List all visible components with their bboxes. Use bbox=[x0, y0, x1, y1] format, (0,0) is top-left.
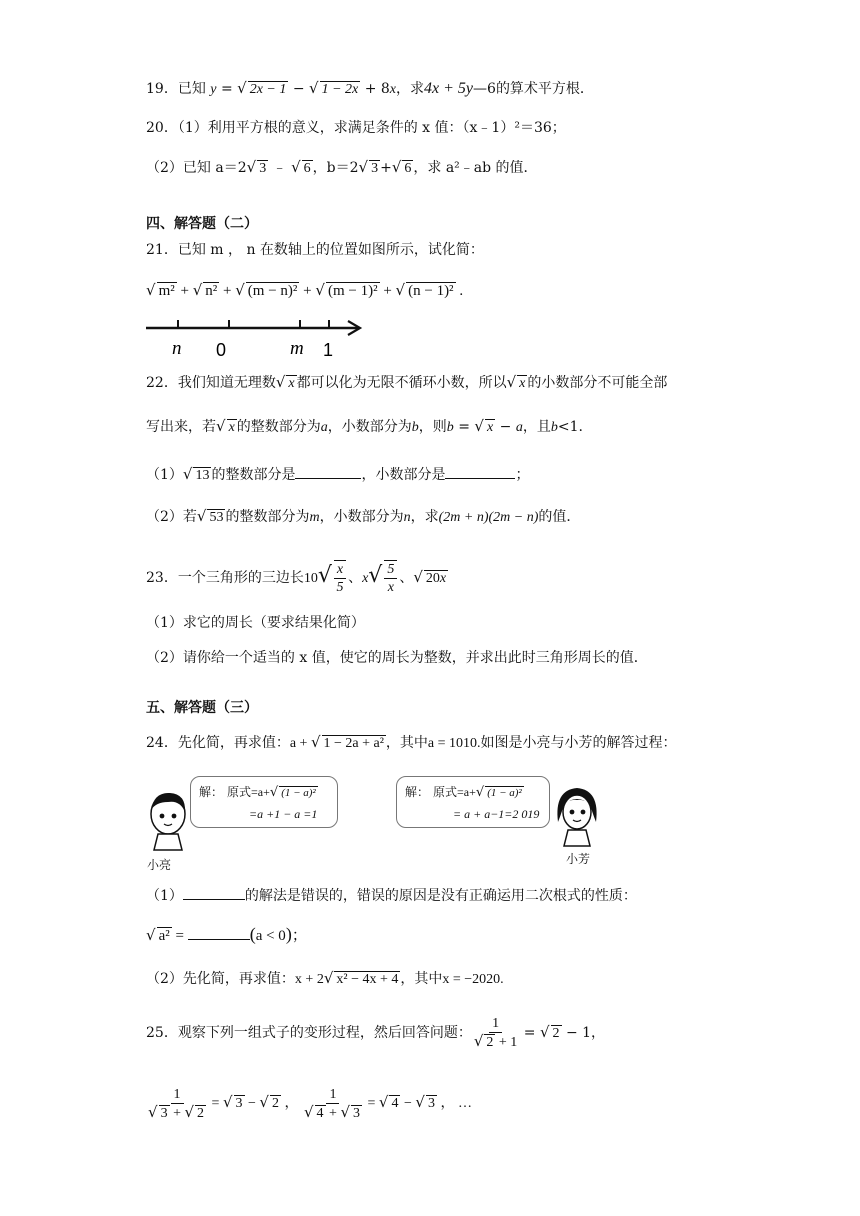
question-21-expression: √ m² + √ n² + √ (m − n)² + √ (m − 1)² + √ (n − 1)² . bbox=[146, 281, 464, 299]
section-heading-4: 四、解答题（二） bbox=[146, 216, 258, 232]
question-23-part1: （1）求它的周长（要求结果化简） bbox=[146, 615, 365, 631]
question-22-part2: （2）若√ 53 的整数部分为m，小数部分为n，求(2m + n)(2m − n)的值． bbox=[146, 507, 581, 525]
question-23: 23．一个三角形的三边长10√ $\frac{x}{5}$ 、x√ $\frac{5}{x}$ 、√ 20x bbox=[146, 562, 447, 595]
question-24-sqrt-property: √ a² = (a < 0)； bbox=[146, 924, 307, 944]
question-22-part1: （1）√ 13 的整数部分是 ，小数部分是 ； bbox=[146, 465, 530, 483]
tick-label-0: 0 bbox=[216, 340, 227, 360]
xiaofang-label: 小芳 bbox=[566, 852, 591, 866]
question-19: 19．已知 y = √ 2x − 1 − √ 1 − 2x + 8x，求4x + 5y—6的算术平方根． bbox=[146, 79, 594, 97]
number-line bbox=[140, 312, 380, 362]
xiaofang-solution-bubble: 解： 原式=a+√ (1 − a)² = a + a−1=2 019 bbox=[396, 776, 550, 828]
xiaoliang-solution-bubble: 解： 原式=a+√ (1 − a)² =a +1 − a =1 bbox=[190, 776, 338, 828]
question-24: 24．先化简，再求值：a + √ 1 − 2a + a² ，其中a = 1010.如图是小亮与小芳的解答过程： bbox=[146, 733, 677, 751]
question-22-line2: 写出来，若√ x 的整数部分为a，小数部分为b，则b = √ x − a，且b<1. bbox=[146, 417, 583, 435]
tick-label-1: 1 bbox=[323, 340, 334, 360]
question-22-line1: 22．我们知道无理数√ x 都可以化为无限不循环小数，所以√ x 的小数部分不可能全部 bbox=[146, 373, 668, 391]
section-heading-5: 五、解答题（三） bbox=[146, 700, 258, 716]
xiaoliang-label: 小亮 bbox=[147, 858, 172, 872]
tick-label-n: n bbox=[172, 338, 182, 359]
question-25: 25．观察下列一组式子的变形过程，然后回答问题： $\frac{1}{√ 2 + 1}$ = √ 2 − 1， bbox=[146, 1016, 606, 1050]
question-20-part1: 20．（1）利用平方根的意义，求满足条件的 x 值：（x﹣1）²＝36； bbox=[146, 120, 566, 136]
question-20-part2: （2）已知 a＝2√ 3 ﹣ √ 6 ，b＝2√ 3 +√ 6 ，求 a²﹣ab 的值． bbox=[146, 158, 538, 176]
question-21: 21．已知 m ， n 在数轴上的位置如图所示，试化简： bbox=[146, 242, 484, 258]
question-24-part2: （2）先化简，再求值：x + 2√ x² − 4x + 4 ，其中x = −2020. bbox=[146, 969, 504, 987]
question-25-examples: $\frac{1}{√ 3 + √ 2}$ = √ 3 − √ 2 ， $\frac{1}{√ 4 + √ 3}$ = √ 4 − √ 3 ， … bbox=[148, 1086, 472, 1121]
xiaoliang-cartoon bbox=[144, 788, 194, 854]
question-24-part1: （1） 的解法是错误的，错误的原因是没有正确运用二次根式的性质： bbox=[146, 888, 637, 904]
xiaofang-cartoon bbox=[552, 782, 602, 848]
tick-label-m: m bbox=[290, 338, 304, 359]
question-23-part2: （2）请你给一个适当的 x 值，使它的周长为整数，并求出此时三角形周长的值． bbox=[146, 650, 648, 666]
